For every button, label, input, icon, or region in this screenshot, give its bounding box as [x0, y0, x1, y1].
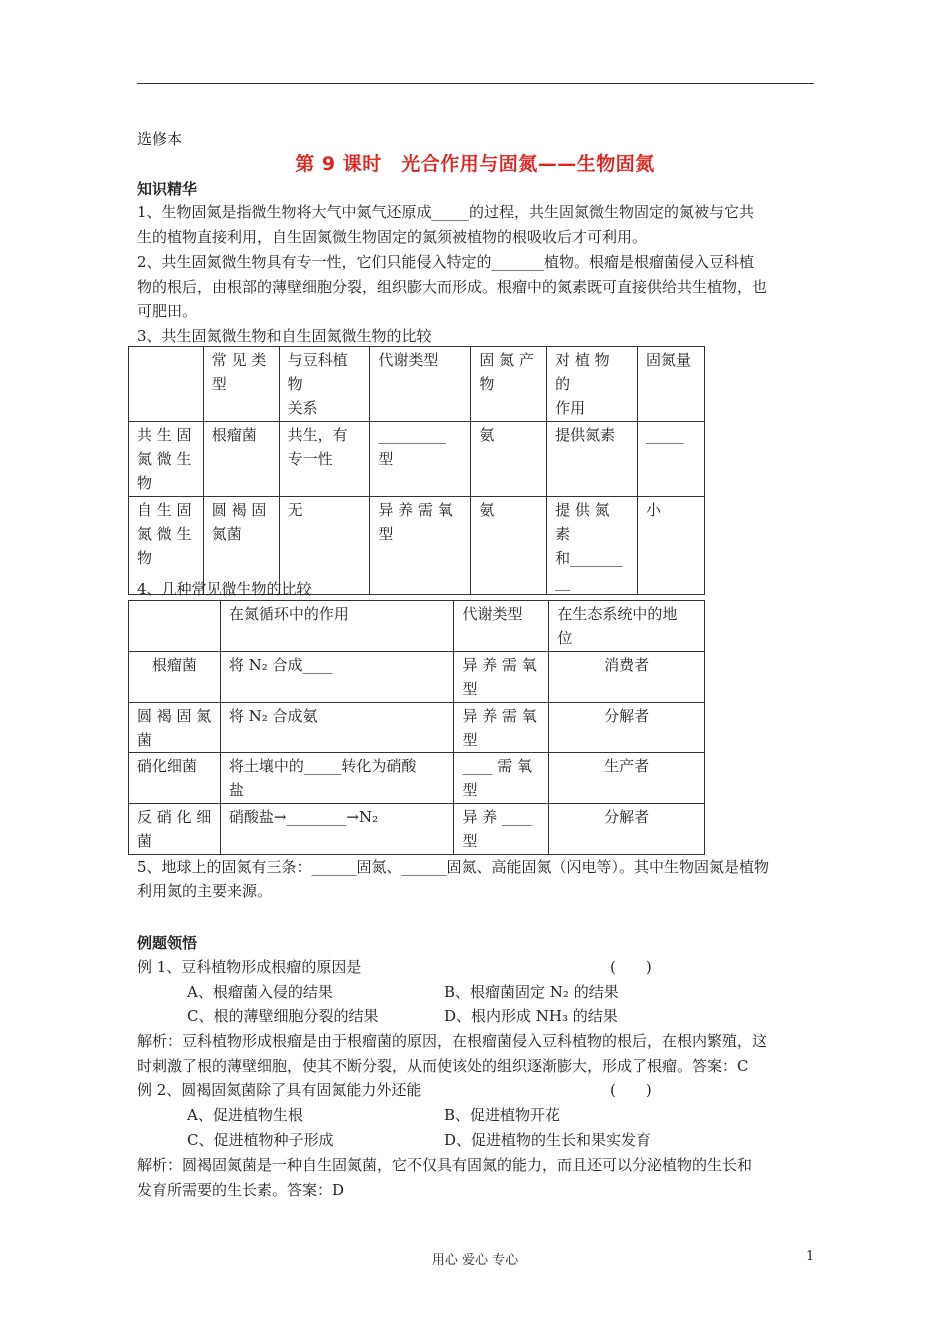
table-cell: 根瘤菌 [203, 422, 279, 497]
table-cell: 代谢类型 [370, 347, 471, 422]
comparison-table-1 [128, 346, 705, 595]
table-cell: 异 养 ____ 型 [454, 804, 549, 855]
table-cell: 与豆科植 物 关系 [279, 347, 370, 422]
table-cell: 生产者 [549, 753, 705, 804]
example-2-answer-blank: ( ) [610, 1081, 652, 1099]
table-cell: 固 氮 产 物 [471, 347, 547, 422]
table-cell: 圆 褐 固 氮菌 [203, 497, 279, 595]
table-cell: 异 养 需 氧 型 [454, 652, 549, 703]
page-title: 第 9 课时 光合作用与固氮——生物固氮 [295, 153, 655, 175]
paragraph-5-line-1: 5、地球上的固氮有三条：______固氮、______固氮、高能固氮（闪电等）。其中生物固氮是植物 [137, 858, 770, 876]
paragraph-5-line-2: 利用氮的主要来源。 [137, 882, 273, 900]
table-cell: 硝酸盐→________→N₂ [220, 804, 454, 855]
table-cell: 提 供 氮 素 和_______ __ [547, 497, 638, 595]
table-cell: 对 植 物 的 作用 [547, 347, 638, 422]
examples-heading: 例题领悟 [137, 934, 198, 952]
paragraph-3: 3、共生固氮微生物和自生固氮微生物的比较 [137, 327, 432, 345]
example-1-answer-blank: ( ) [610, 958, 652, 976]
table-cell: 氨 [471, 497, 547, 595]
table-cell: 反 硝 化 细 菌 [129, 804, 221, 855]
table-cell: 共生，有 专一性 [279, 422, 370, 497]
table-cell: 常 见 类 型 [203, 347, 279, 422]
table-cell: 固氮量 [638, 347, 705, 422]
table-row [129, 753, 705, 804]
table-row [129, 652, 705, 703]
table-row [129, 703, 705, 753]
example-1-option-b: B、根瘤菌固定 N₂ 的结果 [444, 983, 619, 1001]
example-1-analysis-line-1: 解析：豆科植物形成根瘤是由于根瘤菌的原因，在根瘤菌侵入豆科植物的根后，在根内繁殖，这 [137, 1032, 768, 1050]
table-cell: 共 生 固 氮 微 生 物 [129, 422, 204, 497]
example-2-option-a: A、促进植物生根 [187, 1106, 303, 1124]
table-cell: 根瘤菌 [129, 652, 221, 703]
page-number: 1 [806, 1249, 815, 1264]
table-row [129, 422, 705, 497]
knowledge-heading: 知识精华 [137, 180, 198, 198]
example-2-option-c: C、促进植物种子形成 [187, 1131, 334, 1149]
table-cell: 圆 褐 固 氮 菌 [129, 703, 221, 753]
edition-label: 选修本 [137, 130, 183, 148]
paragraph-2-line-3: 可肥田。 [137, 302, 198, 320]
table-cell: 硝化细菌 [129, 753, 221, 804]
table-cell [129, 601, 221, 652]
example-1-option-a: A、根瘤菌入侵的结果 [187, 983, 333, 1001]
table-cell: 自 生 固 氮 微 生 物 [129, 497, 204, 595]
page-footer: 用心 爱心 专心 [431, 1253, 519, 1268]
table-cell: 在生态系统中的地 位 [549, 601, 705, 652]
example-2-analysis-line-1: 解析：圆褐固氮菌是一种自生固氮菌，它不仅具有固氮的能力，而且还可以分泌植物的生长和 [137, 1156, 753, 1174]
paragraph-4: 4、几种常见微生物的比较 [137, 580, 312, 598]
table-row [129, 347, 705, 422]
table-cell: 将土壤中的_____转化为硝酸 盐 [220, 753, 454, 804]
table-cell: 氨 [471, 422, 547, 497]
example-1-option-c: C、根的薄壁细胞分裂的结果 [187, 1007, 379, 1025]
table-cell: _____ [638, 422, 705, 497]
table-cell: 将 N₂ 合成____ [220, 652, 454, 703]
header-rule [137, 83, 814, 84]
example-1-analysis-line-2: 时刺激了根的薄壁细胞，使其不断分裂，从而使该处的组织逐渐膨大，形成了根瘤。答案：C [137, 1057, 749, 1075]
table-cell: 将 N₂ 合成氨 [220, 703, 454, 753]
table-cell: 分解者 [549, 804, 705, 855]
table-cell: ____ 需 氧 型 [454, 753, 549, 804]
table-cell [129, 347, 204, 422]
example-2-analysis-line-2: 发育所需要的生长素。答案：D [137, 1181, 345, 1199]
paragraph-1-line-1: 1、生物固氮是指微生物将大气中氮气还原成_____的过程，共生固氮微生物固定的氮被与它共 [137, 203, 755, 221]
comparison-table-2 [128, 600, 705, 855]
example-2-option-d: D、促进植物的生长和果实发育 [444, 1131, 652, 1149]
table-row [129, 601, 705, 652]
paragraph-1-line-2: 生的植物直接利用，自生固氮微生物固定的氮须被植物的根吸收后才可利用。 [137, 228, 648, 246]
table-cell: 无 [279, 497, 370, 595]
table-cell: 小 [638, 497, 705, 595]
table-cell: 异 养 需 氧 型 [454, 703, 549, 753]
example-2-option-b: B、促进植物开花 [444, 1106, 561, 1124]
example-1-option-d: D、根内形成 NH₃ 的结果 [444, 1007, 618, 1025]
table-cell: 提供氮素 [547, 422, 638, 497]
table-cell: 在氮循环中的作用 [220, 601, 454, 652]
example-1-question: 例 1、豆科植物形成根瘤的原因是 [137, 958, 362, 976]
table-cell: _________ 型 [370, 422, 471, 497]
table-cell: 异 养 需 氧 型 [370, 497, 471, 595]
table-row [129, 804, 705, 855]
table-cell: 分解者 [549, 703, 705, 753]
example-2-question: 例 2、圆褐固氮菌除了具有固氮能力外还能 [137, 1081, 422, 1099]
paragraph-2-line-1: 2、共生固氮微生物具有专一性，它们只能侵入特定的_______植物。根瘤是根瘤菌侵入豆科植 [137, 253, 755, 271]
table-cell: 代谢类型 [454, 601, 549, 652]
paragraph-2-line-2: 物的根后，由根部的薄壁细胞分裂，组织膨大而形成。根瘤中的氮素既可直接供给共生植物，也 [137, 278, 768, 296]
table-cell: 消费者 [549, 652, 705, 703]
